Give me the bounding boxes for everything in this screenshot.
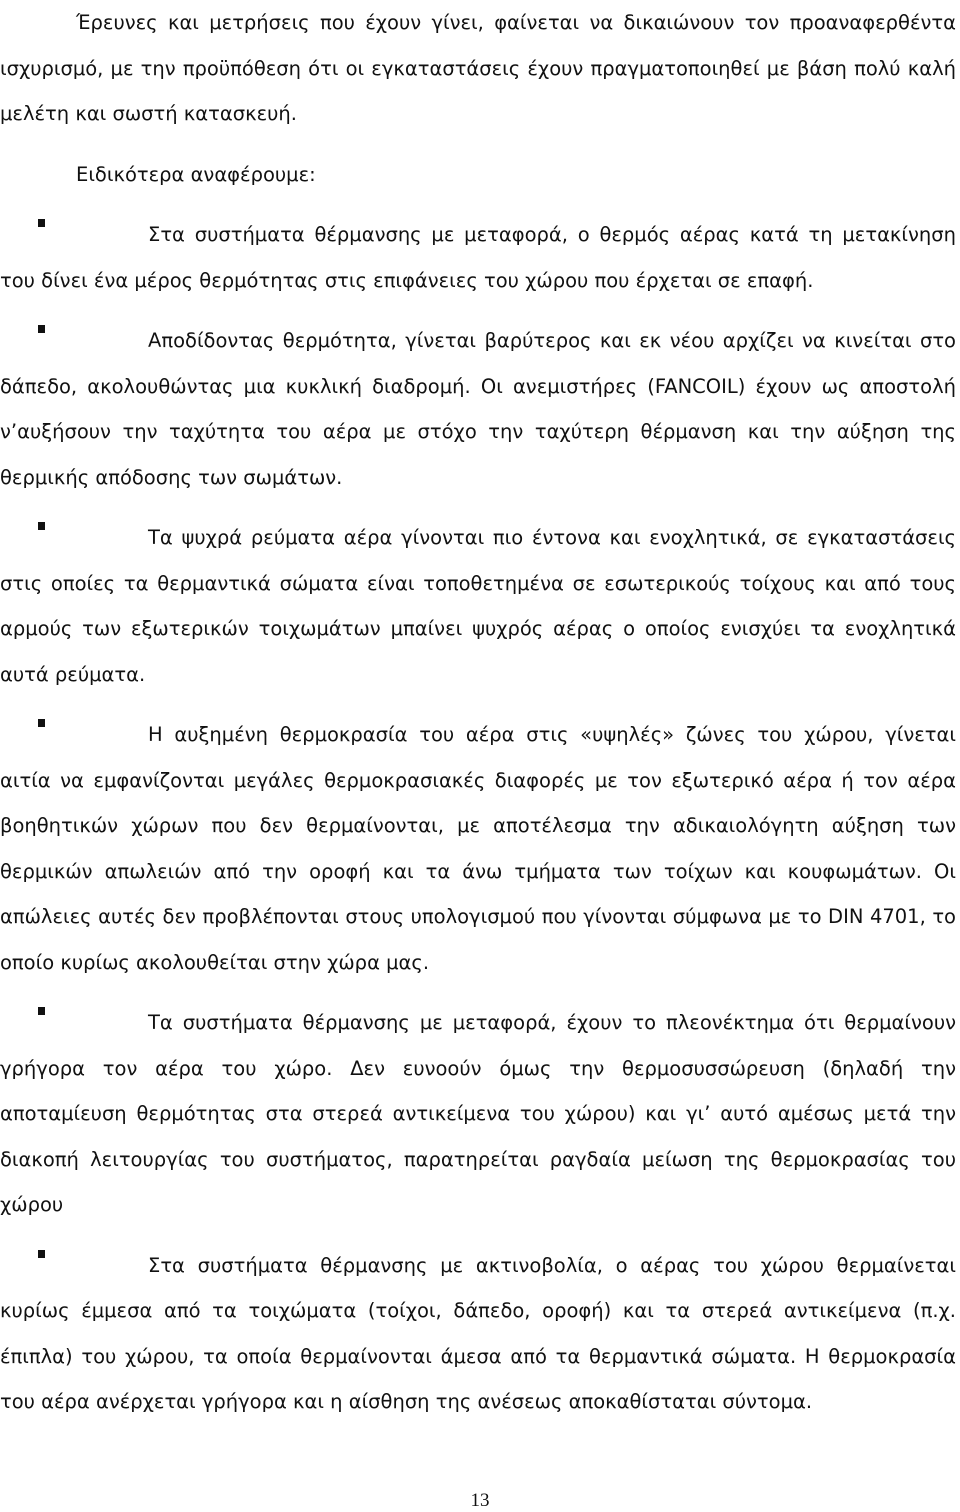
page-number: 13 xyxy=(470,1490,490,1511)
bullet-text: Στα συστήματα θέρμανσης με μεταφορά, ο θερμός αέρας κατά τη μετακίνηση του δίνει ένα μέρος θερμότητας στις επιφάνειες του χώρου που έρχεται σε επαφή. xyxy=(0,223,956,292)
square-bullet-icon xyxy=(36,515,48,560)
square-bullet-icon xyxy=(36,712,48,757)
bullet-item xyxy=(0,1000,956,1228)
bullet-item xyxy=(0,318,956,500)
bullet-text: Αποδίδοντας θερμότητα, γίνεται βαρύτερος και εκ νέου αρχίζει να κινείται στο δάπεδο, ακολουθώντας μια κυκλική διαδρομή. Οι ανεμιστήρες (FANCOIL) έχουν ως αποστολή ν’αυξήσουν την ταχύτητα του αέρα με στόχο την ταχύτερη θέρμανση και την αύξηση της θερμικής απόδοσης των σωμάτων. xyxy=(0,329,956,489)
square-bullet-icon xyxy=(36,1243,48,1288)
bullet-text: Στα συστήματα θέρμανσης με ακτινοβολία, ο αέρας του χώρου θερμαίνεται κυρίως έμμεσα από τα τοιχώματα (τοίχοι, δάπεδο, οροφή) και τα στερεά αντικείμενα (π.χ. έπιπλα) του χώρου, τα οποία θερμαίνονται άμεσα από τα θερμαντικά σώματα. Η θερμοκρασία του αέρα ανέρχεται γρήγορα και η αίσθηση της ανέσεως αποκαθίσταται σύντομα. xyxy=(0,1253,956,1413)
paragraph: Ειδικότερα αναφέρουμε: xyxy=(76,162,316,186)
bullet-item xyxy=(0,1243,956,1425)
square-bullet-icon xyxy=(36,1000,48,1045)
bullet-item xyxy=(0,515,956,697)
bullet-text: Τα συστήματα θέρμανσης με μεταφορά, έχουν το πλεονέκτημα ότι θερμαίνουν γρήγορα τον αέρα του χώρο. Δεν ευνοούν όμως την θερμοσυσσώρευση (δηλαδή την αποταμίευση θερμότητας στα στερεά αντικείμενα του χώρου) και γι’ αυτό αμέσως μετά την διακοπή λειτουργίας του συστήματος, παρατηρείται ραγδαία μείωση της θερμοκρασίας του χώρου xyxy=(0,1011,956,1216)
bullet-item xyxy=(0,212,956,303)
square-bullet-icon xyxy=(36,212,48,257)
bullet-text: Τα ψυχρά ρεύματα αέρα γίνονται πιο έντονα και ενοχλητικά, σε εγκαταστάσεις στις οποίες τα θερμαντικά σώματα είναι τοποθετημένα σε εσωτερικούς τοίχους και από τους αρμούς των εξωτερικών τοιχωμάτων μπαίνει ψυχρός αέρας ο οποίος ενισχύει τα ενοχλητικά αυτά ρεύματα. xyxy=(0,526,956,686)
paragraph: Έρευνες και μετρήσεις που έχουν γίνει, φαίνεται να δικαιώνουν τον προαναφερθέντα ισχυρισμό, με την προϋπόθεση ότι οι εγκαταστάσεις έχουν πραγματοποιηθεί με βάση πολύ καλή μελέτη και σωστή κατασκευή. xyxy=(0,11,956,125)
square-bullet-icon xyxy=(36,318,48,363)
bullet-text: Η αυξημένη θερμοκρασία του αέρα στις «υψηλές» ζώνες του χώρου, γίνεται αιτία να εμφανίζονται μεγάλες θερμοκρασιακές διαφορές με τον εξωτερικό αέρα ή τον αέρα βοηθητικών χώρων που δεν θερμαίνονται, με αποτέλεσμα την αδικαιολόγητη αύξηση των θερμικών απωλειών από την οροφή και τα άνω τμήματα των τοίχων και κουφωμάτων. Οι απώλειες αυτές δεν προβλέπονται στους υπολογισμού που γίνονται σύμφωνα με το DIN 4701, το οποίο κυρίως ακολουθείται στην χώρα μας. xyxy=(0,723,956,974)
bullet-item xyxy=(0,712,956,985)
